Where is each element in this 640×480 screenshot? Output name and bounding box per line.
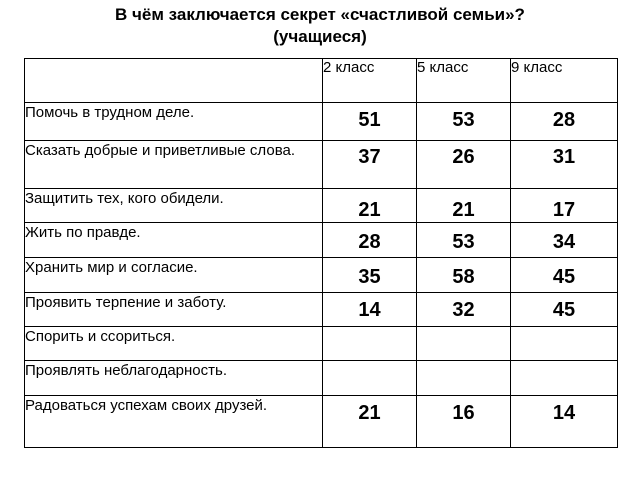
value-cell: 21 <box>323 189 417 223</box>
value-cell <box>511 361 618 396</box>
row-label: Помочь в трудном деле. <box>25 103 323 141</box>
table-row <box>25 189 618 223</box>
row-label: Радоваться успехам своих друзей. <box>25 396 323 448</box>
value-cell: 34 <box>511 223 618 258</box>
value-cell <box>323 361 417 396</box>
table-row <box>25 223 618 258</box>
table-row <box>25 293 618 327</box>
row-label: Проявлять неблагодарность. <box>25 361 323 396</box>
value-cell <box>417 327 511 361</box>
value-cell <box>417 361 511 396</box>
value-cell: 21 <box>417 189 511 223</box>
page-title <box>0 4 640 48</box>
value-cell <box>323 327 417 361</box>
header-corner-cell <box>25 59 323 103</box>
value-cell <box>511 327 618 361</box>
value-cell: 35 <box>323 258 417 293</box>
column-header-grade-5: 5 класс <box>417 59 511 103</box>
row-label: Хранить мир и согласие. <box>25 258 323 293</box>
row-label: Проявить терпение и заботу. <box>25 293 323 327</box>
table-row <box>25 103 618 141</box>
value-cell: 17 <box>511 189 618 223</box>
value-cell: 26 <box>417 141 511 189</box>
table-row <box>25 327 618 361</box>
table-row <box>25 258 618 293</box>
value-cell: 31 <box>511 141 618 189</box>
row-label: Защитить тех, кого обидели. <box>25 189 323 223</box>
value-cell: 37 <box>323 141 417 189</box>
value-cell: 45 <box>511 293 618 327</box>
value-cell: 14 <box>511 396 618 448</box>
table-row <box>25 141 618 189</box>
value-cell: 28 <box>511 103 618 141</box>
value-cell: 14 <box>323 293 417 327</box>
title-line-1: В чём заключается секрет «счастливой семьи»? <box>115 5 525 24</box>
value-cell: 28 <box>323 223 417 258</box>
header-row <box>25 59 618 103</box>
title-line-2: (учащиеся) <box>273 27 367 46</box>
row-label: Спорить и ссориться. <box>25 327 323 361</box>
table-row <box>25 361 618 396</box>
table-row <box>25 396 618 448</box>
value-cell: 53 <box>417 103 511 141</box>
column-header-grade-9: 9 класс <box>511 59 618 103</box>
value-cell: 45 <box>511 258 618 293</box>
row-label: Сказать добрые и приветливые слова. <box>25 141 323 189</box>
value-cell: 53 <box>417 223 511 258</box>
value-cell: 32 <box>417 293 511 327</box>
row-label: Жить по правде. <box>25 223 323 258</box>
value-cell: 58 <box>417 258 511 293</box>
value-cell: 16 <box>417 396 511 448</box>
survey-table <box>24 58 618 448</box>
value-cell: 51 <box>323 103 417 141</box>
value-cell: 21 <box>323 396 417 448</box>
column-header-grade-2: 2 класс <box>323 59 417 103</box>
